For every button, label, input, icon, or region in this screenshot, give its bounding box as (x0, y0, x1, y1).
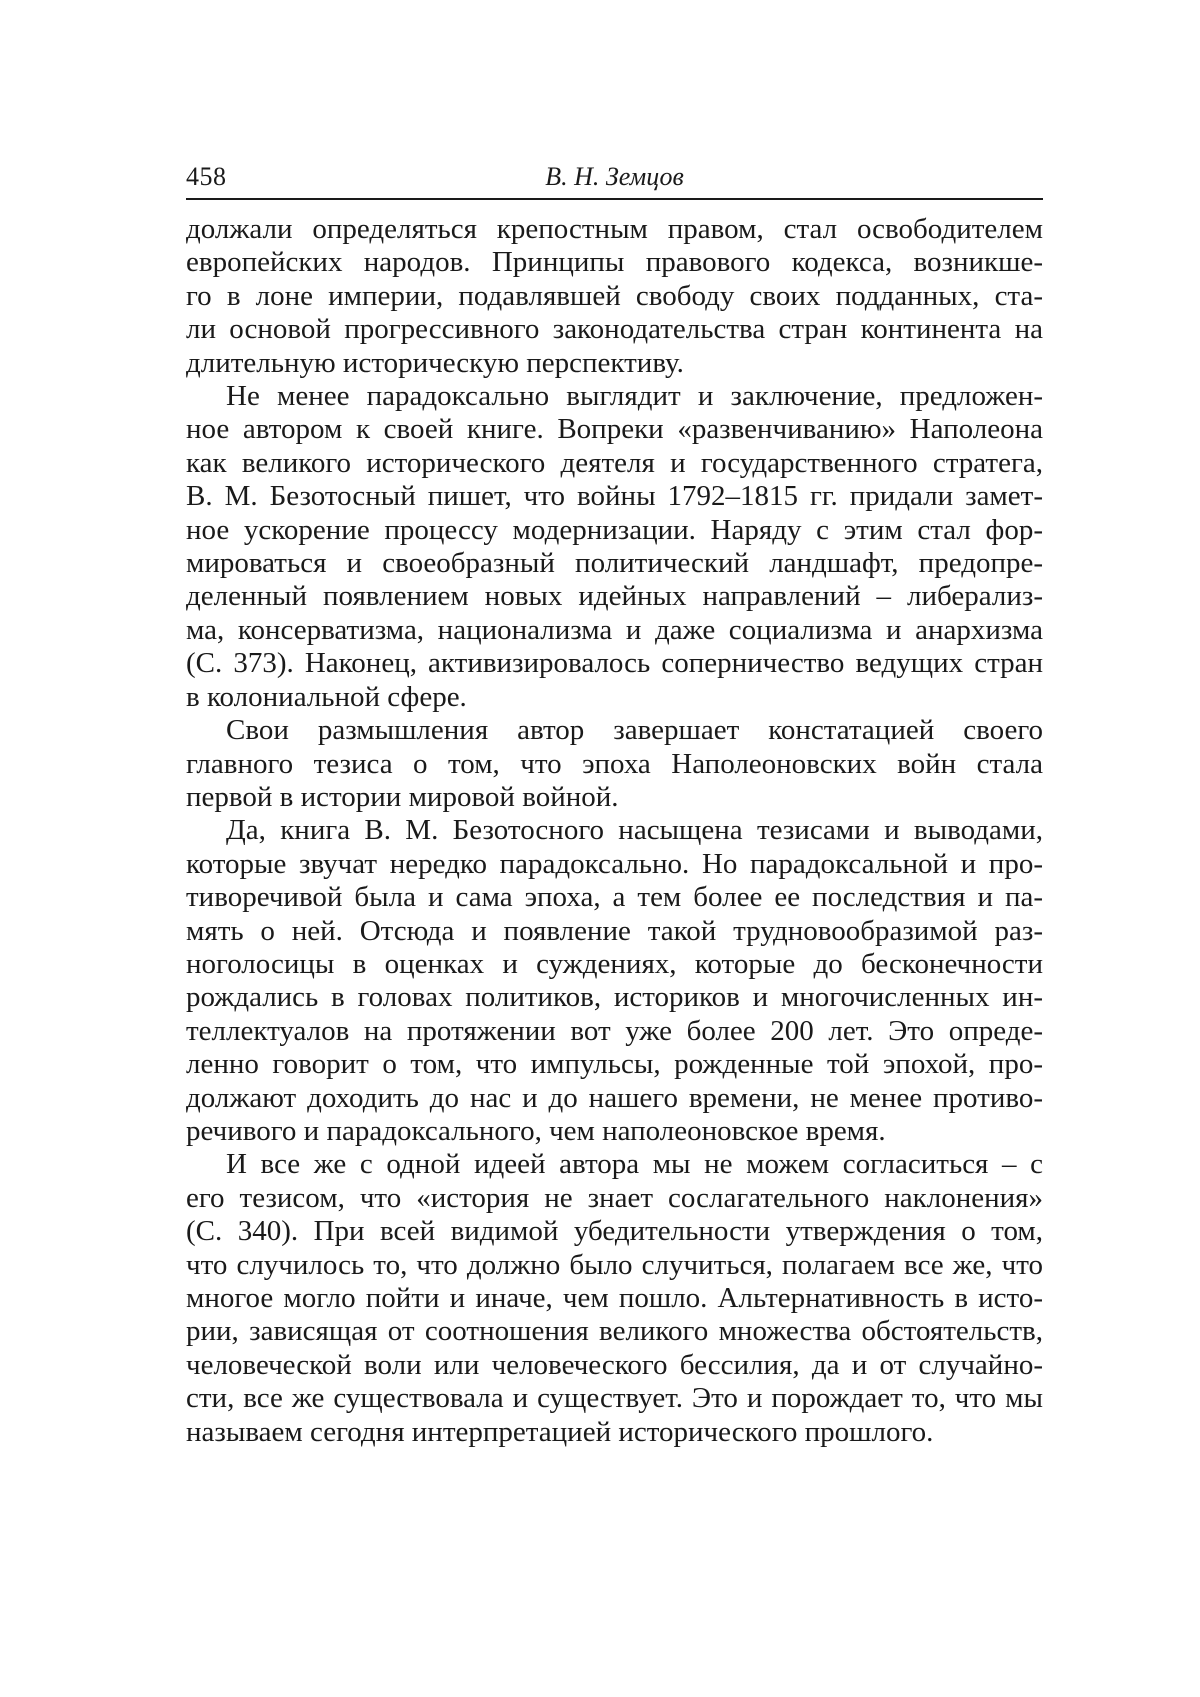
book-page (186, 160, 1043, 1449)
paragraph (186, 213, 1043, 380)
text-line: И все же с одной идеей автора мы не можем согласиться – с (226, 1148, 1043, 1181)
text-line: ное автором к своей книге. Вопреки «развенчиванию» Наполеона (186, 413, 1043, 446)
text-line: человеческой воли или человеческого бессилия, да и от случайно- (186, 1348, 1043, 1381)
text-line: что случилось то, что должно было случиться, полагаем все же, что (186, 1248, 1043, 1281)
text-line: теллектуалов на протяжении вот уже более 200 лет. Это опреде- (186, 1014, 1043, 1047)
page-number: 458 (186, 162, 227, 191)
text-line: тиворечивой была и сама эпоха, а тем более ее последствия и па- (186, 881, 1043, 914)
text-line: мироваться и своеобразный политический ландшафт, предопре- (186, 547, 1043, 580)
text-line: рождались в головах политиков, историков и многочисленных ин- (186, 981, 1043, 1014)
paragraph (186, 380, 1043, 714)
running-header (186, 160, 1043, 200)
paragraph (186, 814, 1043, 1148)
text-line: Да, книга В. М. Безотосного насыщена тезисами и выводами, (226, 814, 1043, 847)
text-line: сти, все же существовала и существует. Это и порождает то, что мы (186, 1382, 1043, 1415)
text-line: должали определяться крепостным правом, стал освободителем (186, 213, 1043, 245)
paragraph (186, 714, 1043, 814)
text-line: го в лоне империи, подавлявшей свободу своих подданных, ста- (186, 279, 1043, 312)
text-line: европейских народов. Принципы правового кодекса, возникше- (186, 246, 1043, 279)
text-line: длительную историческую перспективу. (186, 346, 684, 379)
text-line: ли основой прогрессивного законодательства стран континента на (186, 313, 1043, 346)
text-line: (С. 373). Наконец, активизировалось соперничество ведущих стран (186, 647, 1043, 680)
text-line: которые звучат нередко парадоксально. Но парадоксальной и про- (186, 847, 1043, 880)
text-line: ноголосицы в оценках и суждениях, которые до бесконечности (186, 947, 1043, 980)
body-text (186, 213, 1043, 1449)
text-line: как великого исторического деятеля и государственного стратега, (186, 446, 1043, 479)
text-line: рии, зависящая от соотношения великого множества обстоятельств, (186, 1315, 1043, 1348)
text-line: ма, консерватизма, национализма и даже социализма и анархизма (186, 613, 1043, 646)
text-line: В. М. Безотосный пишет, что войны 1792–1815 гг. придали замет- (186, 480, 1043, 513)
text-line: ное ускорение процессу модернизации. Наряду с этим стал фор- (186, 513, 1043, 546)
text-line: первой в истории мировой войной. (186, 780, 619, 813)
text-line: Не менее парадоксально выглядит и заключение, предложен- (226, 380, 1043, 413)
text-line: деленный появлением новых идейных направлений – либерализ- (186, 580, 1043, 613)
text-line: его тезисом, что «история не знает сослагательного наклонения» (186, 1181, 1043, 1214)
paragraph (186, 1148, 1043, 1449)
text-line: главного тезиса о том, что эпоха Наполеоновских войн стала (186, 747, 1043, 780)
text-line: речивого и парадоксального, чем наполеоновское время. (186, 1114, 886, 1147)
text-line: в колониальной сфере. (186, 680, 467, 713)
text-line: ленно говорит о том, что импульсы, рожденные той эпохой, про- (186, 1048, 1043, 1081)
text-line: Свои размышления автор завершает констатацией своего (226, 714, 1043, 747)
text-line: мять о ней. Отсюда и появление такой трудновообразимой раз- (186, 914, 1043, 947)
running-title: В. Н. Земцов (545, 162, 684, 191)
text-line: должают доходить до нас и до нашего времени, не менее противо- (186, 1081, 1043, 1114)
text-line: многое могло пойти и иначе, чем пошло. Альтернативность в исто- (186, 1282, 1043, 1314)
text-line: называем сегодня интерпретацией исторического прошлого. (186, 1415, 934, 1448)
text-line: (С. 340). При всей видимой убедительности утверждения о том, (186, 1215, 1043, 1248)
